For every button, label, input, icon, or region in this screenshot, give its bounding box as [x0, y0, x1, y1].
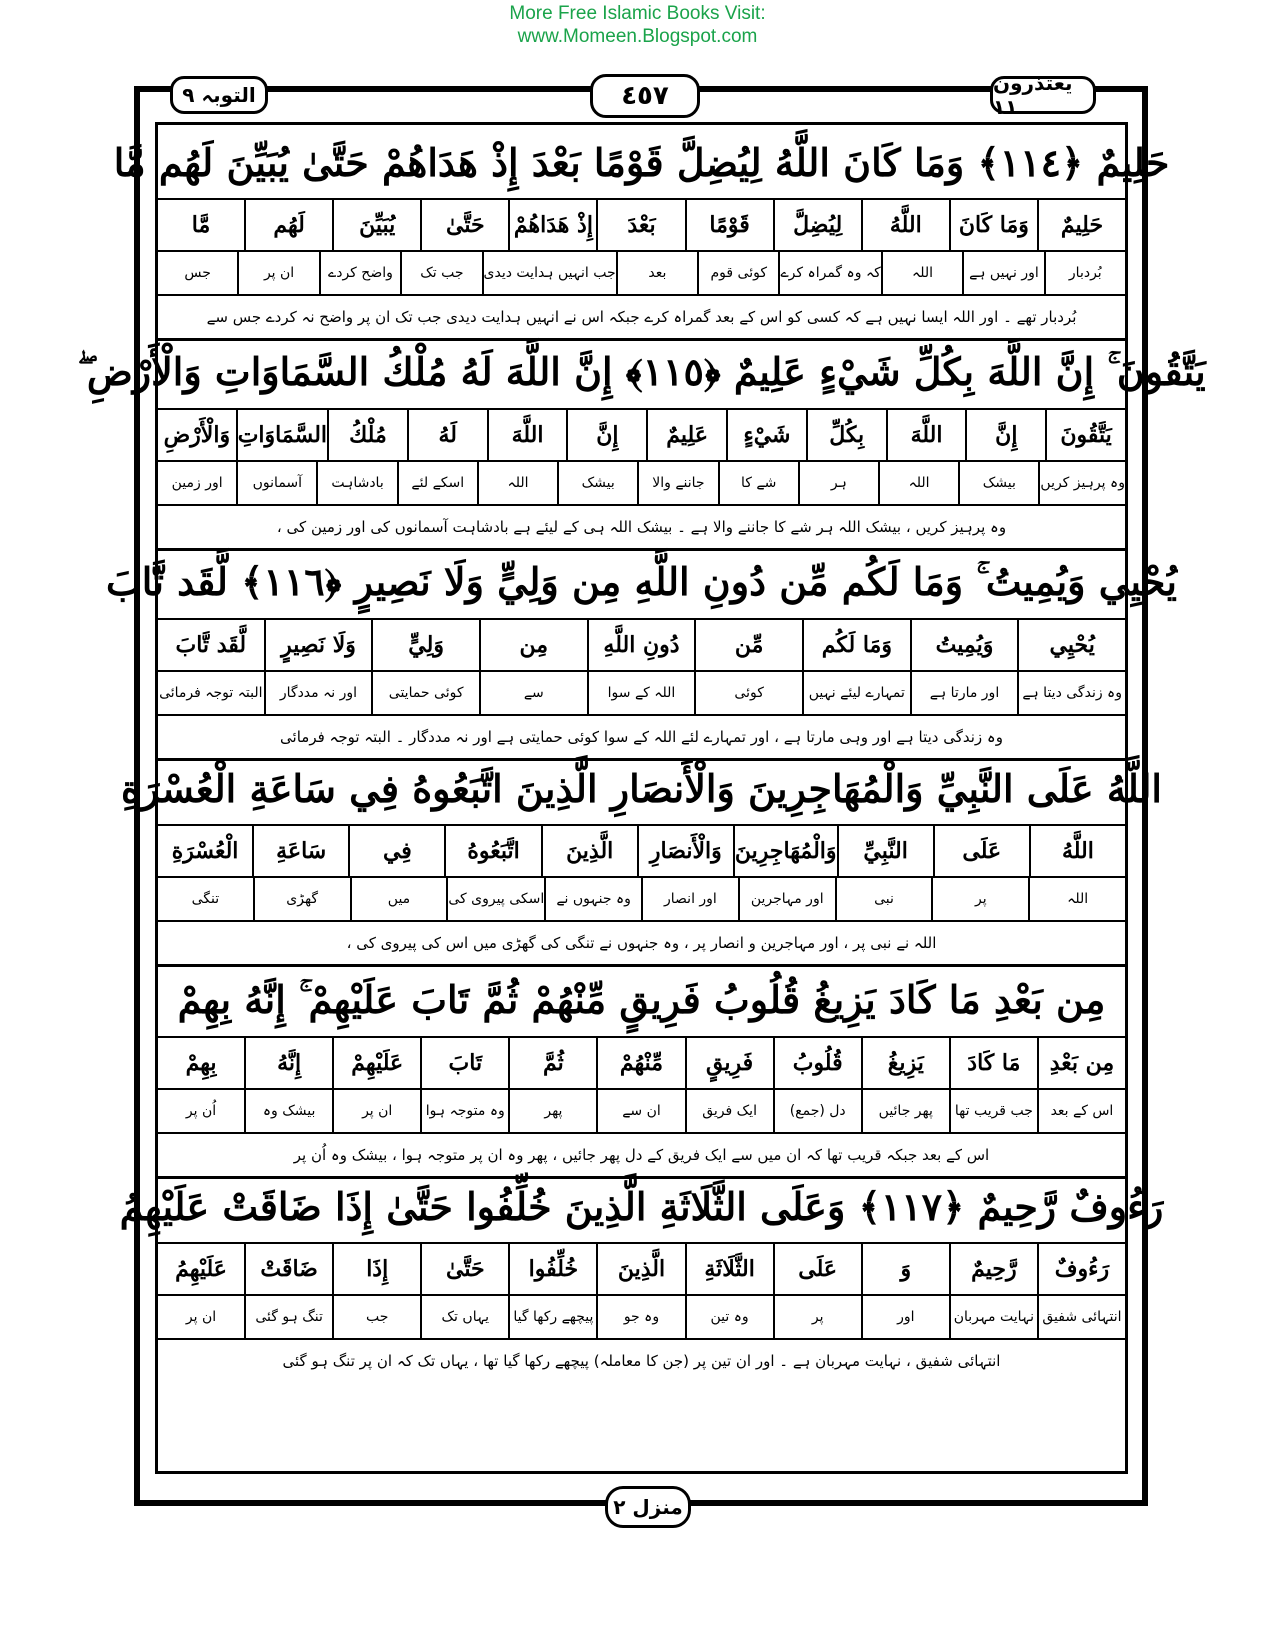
urdu-word-meaning: سے: [479, 672, 587, 714]
verse-block: [77, 336, 1206, 551]
urdu-word-meaning: اللہ: [477, 462, 557, 504]
urdu-word-meaning: گھڑی: [253, 878, 350, 920]
verse-block: [106, 546, 1177, 761]
urdu-translation-line: وہ زندگی دیتا ہے اور وہی مارتا ہے ، اور تمہارے لئے اللہ کے سوا کوئی حمایتی ہے اور نہ مددگار ۔ البتہ توجہ فرمائی: [158, 716, 1125, 761]
word-row-arabic: [158, 1038, 1125, 1090]
arabic-word: إِنَّ: [566, 410, 646, 460]
arabic-word: وَمَا كَانَ: [949, 200, 1037, 250]
urdu-word-meaning: کوئی حمایتی: [371, 672, 479, 714]
urdu-word-meaning: اللہ: [1028, 878, 1125, 920]
arabic-verse-line: يَتَّقُونَ ۚ إِنَّ اللَّهَ بِكُلِّ شَيْءٍ عَلِيمٌ ﴿١١٥﴾ إِنَّ اللَّهَ لَهُ مُلْكُ السَّمَاوَاتِ وَالْأَرْضِ ۖ: [158, 336, 1125, 410]
urdu-word-meaning: اور مہاجرین: [738, 878, 835, 920]
urdu-word-meaning: میں: [350, 878, 447, 920]
arabic-word: خُلِّفُوا: [508, 1244, 596, 1294]
surah-label: التوبہ ٩: [170, 76, 268, 114]
urdu-word-meaning: نبی: [835, 878, 932, 920]
arabic-word: اللَّهَ: [487, 410, 567, 460]
arabic-word: مَا كَادَ: [949, 1038, 1037, 1088]
arabic-word: إِنَّ: [965, 410, 1045, 460]
urdu-word-meaning: جب: [332, 1296, 420, 1338]
urdu-word-meaning: اور نہ مددگار: [264, 672, 372, 714]
arabic-word: عَلِيمٌ: [646, 410, 726, 460]
verse-block: [113, 126, 1170, 341]
arabic-word: رَءُوفٌ: [1037, 1244, 1125, 1294]
urdu-word-meaning: پر: [931, 878, 1028, 920]
urdu-word-meaning: آسمانوں: [236, 462, 316, 504]
arabic-word: وَالْأَرْضِ: [163, 422, 231, 448]
arabic-word: اللَّهَ: [886, 410, 966, 460]
arabic-word: حَتَّىٰ: [420, 200, 508, 250]
urdu-word-meaning: اور: [861, 1296, 949, 1338]
arabic-word: قَوْمًا: [685, 200, 773, 250]
watermark-line-1: More Free Islamic Books Visit:: [509, 3, 766, 24]
verse-block: [119, 1170, 1164, 1382]
arabic-word: يُحْيِي: [1017, 620, 1125, 670]
word-row-arabic: [158, 410, 1125, 462]
arabic-verse-line: رَءُوفٌ رَّحِيمٌ ﴿١١٧﴾ وَعَلَى الثَّلَاثَةِ الَّذِينَ خُلِّفُوا حَتَّىٰ إِذَا ضَاقَتْ عَلَيْهِمُ: [158, 1170, 1125, 1244]
arabic-word: يُبَيِّنَ: [332, 200, 420, 250]
arabic-word: اللَّهُ: [861, 200, 949, 250]
urdu-word-meaning: اللہ: [881, 252, 962, 294]
verse-block: [158, 964, 1125, 1179]
arabic-verse-line: يُحْيِي وَيُمِيتُ ۚ وَمَا لَكُم مِّن دُونِ اللَّهِ مِن وَلِيٍّ وَلَا نَصِيرٍ ﴿١١٦﴾ لَّقَد تَّابَ: [158, 546, 1125, 620]
arabic-word: الَّذِينَ: [541, 826, 637, 876]
word-row-urdu: [158, 878, 1125, 922]
arabic-word: وَ: [861, 1244, 949, 1294]
arabic-word: مِن بَعْدِ: [1037, 1038, 1125, 1088]
urdu-word-meaning: پیچھے رکھا گیا: [508, 1296, 596, 1338]
urdu-word-meaning: کہ وہ گمراہ کرے: [778, 252, 880, 294]
urdu-word-meaning: وہ جنہوں نے: [544, 878, 641, 920]
arabic-word: الَّذِينَ: [596, 1244, 684, 1294]
urdu-word-meaning: البتہ توجہ فرمائی: [159, 685, 263, 701]
arabic-verse-line: اللَّهُ عَلَى النَّبِيِّ وَالْمُهَاجِرِينَ وَالْأَنصَارِ الَّذِينَ اتَّبَعُوهُ فِي سَاعَةِ الْعُسْرَةِ: [158, 752, 1125, 826]
arabic-word: لِيُضِلَّ: [773, 200, 861, 250]
urdu-translation-line: بُردبار تھے ۔ اور اللہ ایسا نہیں ہے کہ کسی کو اس کے بعد گمراہ کرے جبکہ اس نے انہیں ہدایت دیدی جب تک ان پر واضح نہ کردے جس سے: [158, 296, 1125, 341]
urdu-word-meaning: تنگ ہو گئی: [244, 1296, 332, 1338]
word-row-urdu: [158, 462, 1125, 506]
word-row-urdu: [158, 672, 1125, 716]
urdu-word-meaning: بیشک: [557, 462, 637, 504]
urdu-word-meaning: اللہ کے سوا: [587, 672, 695, 714]
urdu-word-meaning: جاننے والا: [637, 462, 717, 504]
urdu-translation-line: اس کے بعد جبکہ قریب تھا کہ ان میں سے ایک فریق کے دل پھر جائیں ، پھر وہ ان پر متوجہ ہوا ، بیشک وہ اُن پر: [158, 1134, 1125, 1179]
urdu-word-meaning: اور نہیں ہے: [962, 252, 1043, 294]
arabic-word: لَّقَد تَّابَ: [175, 632, 247, 658]
urdu-word-meaning: تنگی: [191, 891, 220, 907]
arabic-word: فِي: [348, 826, 444, 876]
arabic-word: اتَّبَعُوهُ: [444, 826, 540, 876]
watermark-line-2: www.Momeen.Blogspot.com: [517, 26, 758, 47]
urdu-word-meaning: واضح کردے: [319, 252, 400, 294]
word-row-arabic: [158, 1244, 1125, 1296]
arabic-word: تَابَ: [420, 1038, 508, 1088]
arabic-word: عَلَى: [773, 1244, 861, 1294]
arabic-word: لَهُم: [244, 200, 332, 250]
arabic-word: فَرِيقٍ: [685, 1038, 773, 1088]
arabic-word: إِذْ هَدَاهُمْ: [508, 200, 596, 250]
urdu-word-meaning: وہ پرہیز کریں: [1038, 462, 1125, 504]
arabic-word: لَهُ: [407, 410, 487, 460]
arabic-word: يَتَّقُونَ: [1045, 410, 1125, 460]
arabic-verse-line: مِن بَعْدِ مَا كَادَ يَزِيغُ قُلُوبُ فَرِيقٍ مِّنْهُمْ ثُمَّ تَابَ عَلَيْهِمْ ۚ إِنَّهُ بِهِمْ: [158, 964, 1125, 1038]
arabic-word: رَّحِيمٌ: [949, 1244, 1037, 1294]
urdu-word-meaning: وہ جو: [596, 1296, 684, 1338]
arabic-word: بِهِمْ: [185, 1050, 217, 1076]
arabic-word: الثَّلَاثَةِ: [685, 1244, 773, 1294]
urdu-word-meaning: بادشاہت: [316, 462, 396, 504]
arabic-word: مِّنْهُمْ: [596, 1038, 684, 1088]
urdu-word-meaning: ایک فریق: [685, 1090, 773, 1132]
urdu-word-meaning: پھر: [508, 1090, 596, 1132]
urdu-word-meaning: شے کا: [718, 462, 798, 504]
urdu-word-meaning: جب تک: [400, 252, 481, 294]
arabic-word: وَيُمِيتُ: [910, 620, 1018, 670]
page-number: ٤٥٧: [590, 74, 700, 118]
arabic-word: وَالْأَنصَارِ: [637, 826, 733, 876]
arabic-word: ضَاقَتْ: [244, 1244, 332, 1294]
arabic-word: حَتَّىٰ: [420, 1244, 508, 1294]
urdu-word-meaning: انتہائی شفیق: [1037, 1296, 1125, 1338]
arabic-word: دُونِ اللَّهِ: [587, 620, 695, 670]
urdu-word-meaning: اللہ: [878, 462, 958, 504]
word-row-arabic: [158, 620, 1125, 672]
urdu-word-meaning: وہ تین: [685, 1296, 773, 1338]
urdu-word-meaning: اور زمین: [171, 475, 223, 491]
arabic-word: عَلَى: [933, 826, 1029, 876]
para-label: یعتذرون ١١: [990, 76, 1096, 114]
arabic-word: وَمَا لَكُم: [802, 620, 910, 670]
arabic-word: وَالْمُهَاجِرِينَ: [733, 826, 837, 876]
arabic-word: السَّمَاوَاتِ: [236, 410, 327, 460]
urdu-word-meaning: ہر: [798, 462, 878, 504]
urdu-word-meaning: پھر جائیں: [861, 1090, 949, 1132]
urdu-word-meaning: وہ متوجہ ہوا: [420, 1090, 508, 1132]
urdu-word-meaning: جس: [184, 265, 211, 281]
urdu-word-meaning: اور مارتا ہے: [910, 672, 1018, 714]
arabic-word: سَاعَةِ: [252, 826, 348, 876]
arabic-word: الْعُسْرَةِ: [171, 838, 239, 864]
urdu-word-meaning: جب انہیں ہدایت دیدی: [482, 252, 616, 294]
verse-block: [121, 752, 1162, 967]
urdu-word-meaning: تمہارے لیئے نہیں: [802, 672, 910, 714]
arabic-word: بَعْدَ: [596, 200, 684, 250]
arabic-word: مِن: [479, 620, 587, 670]
word-row-urdu: [158, 252, 1125, 296]
urdu-word-meaning: وہ زندگی دیتا ہے: [1017, 672, 1125, 714]
arabic-word: النَّبِيِّ: [837, 826, 933, 876]
word-row-urdu: [158, 1090, 1125, 1134]
word-row-urdu: [158, 1296, 1125, 1340]
urdu-word-meaning: یہاں تک: [420, 1296, 508, 1338]
urdu-translation-line: اللہ نے نبی پر ، اور مہاجرین و انصار پر ، وہ جنہوں نے تنگی کی گھڑی میں اس کی پیروی کی ،: [158, 922, 1125, 967]
arabic-word: مِّن: [694, 620, 802, 670]
arabic-word: عَلَيْهِمْ: [332, 1038, 420, 1088]
arabic-word: قُلُوبُ: [773, 1038, 861, 1088]
urdu-word-meaning: ان پر: [332, 1090, 420, 1132]
arabic-word: اللَّهُ: [1029, 826, 1125, 876]
arabic-word: مُلْكُ: [327, 410, 407, 460]
arabic-word: حَلِيمٌ: [1037, 200, 1125, 250]
urdu-word-meaning: پر: [773, 1296, 861, 1338]
arabic-word: يَزِيغُ: [861, 1038, 949, 1088]
urdu-word-meaning: کوئی قوم: [697, 252, 778, 294]
urdu-word-meaning: جب قریب تھا: [949, 1090, 1037, 1132]
urdu-word-meaning: بعد: [616, 252, 697, 294]
urdu-word-meaning: اسکی پیروی کی: [446, 878, 544, 920]
urdu-word-meaning: اُن پر: [185, 1103, 217, 1119]
word-row-arabic: [158, 200, 1125, 252]
word-row-arabic: [158, 826, 1125, 878]
urdu-word-meaning: اسکے لئے: [397, 462, 477, 504]
arabic-word: ثُمَّ: [508, 1038, 596, 1088]
urdu-word-meaning: نہایت مہربان: [949, 1296, 1037, 1338]
urdu-word-meaning: ان پر: [185, 1309, 217, 1325]
arabic-word: وَلِيٍّ: [371, 620, 479, 670]
manzil-label: منزل ٢: [605, 1486, 691, 1528]
urdu-translation-line: وہ پرہیز کریں ، بیشک اللہ ہر شے کا جاننے والا ہے ۔ بیشک اللہ ہی کے لیئے ہے بادشاہت آسمانوں کی اور زمین کی ،: [158, 506, 1125, 551]
arabic-word: إِذَا: [332, 1244, 420, 1294]
arabic-word: شَيْءٍ: [726, 410, 806, 460]
urdu-word-meaning: بیشک: [958, 462, 1038, 504]
urdu-word-meaning: دل (جمع): [773, 1090, 861, 1132]
urdu-word-meaning: اس کے بعد: [1037, 1090, 1125, 1132]
arabic-word: إِنَّهُ: [244, 1038, 332, 1088]
urdu-word-meaning: ان پر: [237, 252, 318, 294]
urdu-word-meaning: کوئی: [694, 672, 802, 714]
arabic-verse-line: حَلِيمٌ ﴿١١٤﴾ وَمَا كَانَ اللَّهُ لِيُضِلَّ قَوْمًا بَعْدَ إِذْ هَدَاهُمْ حَتَّىٰ يُبَيِّنَ لَهُم مَّا: [158, 126, 1125, 200]
arabic-word: بِكُلِّ: [806, 410, 886, 460]
urdu-word-meaning: ان سے: [596, 1090, 684, 1132]
urdu-translation-line: انتہائی شفیق ، نہایت مہربان ہے ۔ اور ان تین پر (جن کا معاملہ) پیچھے رکھا گیا تھا ، یہاں تک کہ ان پر تنگ ہو گئی: [282, 1352, 1001, 1370]
arabic-word: عَلَيْهِمُ: [175, 1256, 227, 1282]
urdu-word-meaning: اور انصار: [641, 878, 738, 920]
urdu-word-meaning: بُردبار: [1044, 252, 1125, 294]
arabic-word: مَّا: [191, 212, 211, 238]
urdu-word-meaning: بیشک وہ: [244, 1090, 332, 1132]
watermark: [0, 2, 1275, 48]
arabic-word: وَلَا نَصِيرٍ: [264, 620, 372, 670]
